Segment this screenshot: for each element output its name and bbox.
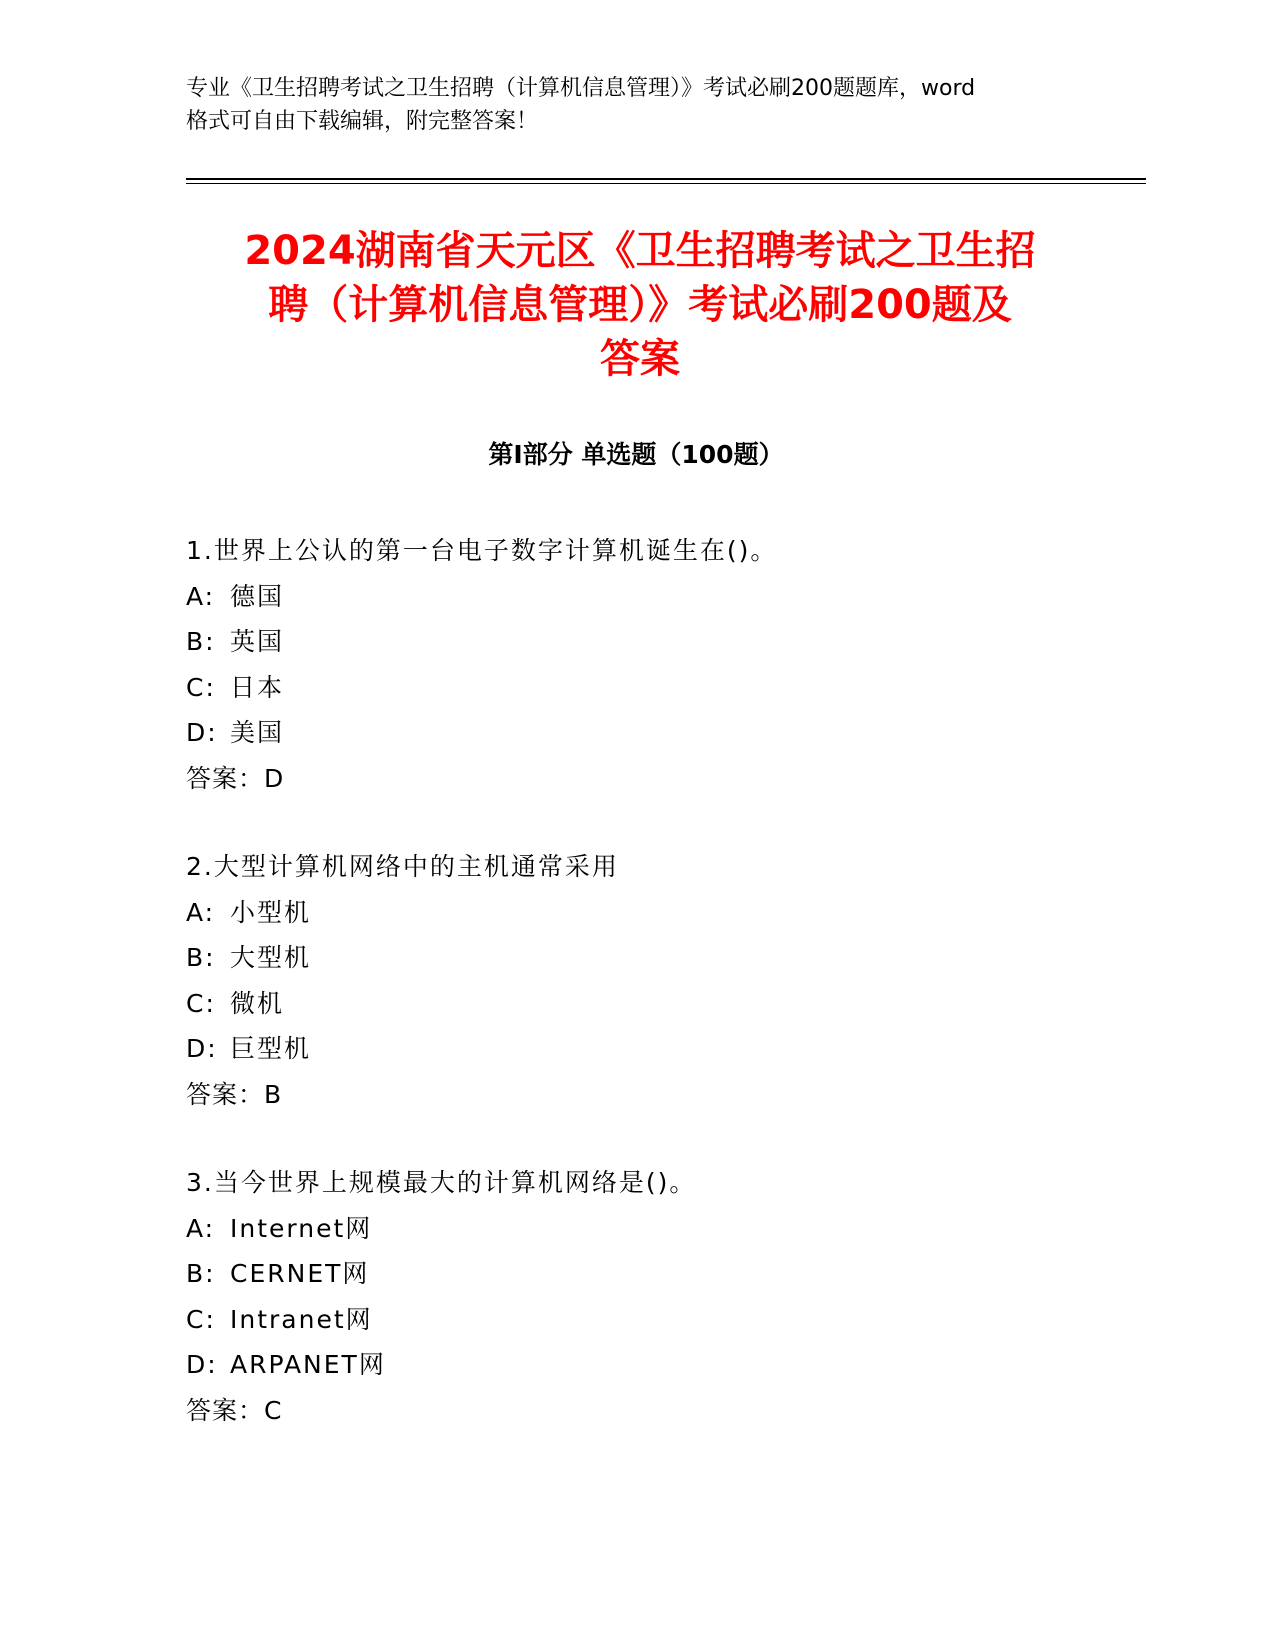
question-list <box>186 528 1146 1476</box>
option-c <box>186 1297 1146 1343</box>
option-a <box>186 574 1146 620</box>
option-b <box>186 1251 1146 1297</box>
option-label: D: <box>186 718 218 747</box>
option-b <box>186 935 1146 981</box>
option-label: C: <box>186 1304 216 1334</box>
option-text: 德国 <box>230 581 285 611</box>
option-label: C: <box>186 988 216 1018</box>
option-b <box>186 619 1146 665</box>
header-divider-thick <box>186 178 1146 180</box>
option-text: 巨型机 <box>230 1034 312 1063</box>
option-label: B: <box>186 627 216 656</box>
section-title: 第Ⅰ部分 单选题（100题） <box>488 440 784 469</box>
option-text: ARPANET网 <box>230 1350 386 1379</box>
option-label: A: <box>186 897 216 927</box>
question-item <box>186 528 1146 801</box>
option-text: 小型机 <box>230 897 312 927</box>
option-text: Internet网 <box>230 1213 373 1243</box>
option-text: 日本 <box>230 672 285 702</box>
document-header <box>186 72 1086 138</box>
option-d <box>186 710 1146 756</box>
header-divider-thin <box>186 183 1146 184</box>
option-text: CERNET网 <box>230 1259 370 1288</box>
option-c <box>186 981 1146 1027</box>
question-stem: 1.世界上公认的第一台电子数字计算机诞生在()。 <box>186 536 778 565</box>
answer-line: 答案：D <box>186 763 285 793</box>
option-d <box>186 1026 1146 1072</box>
option-text: 英国 <box>230 627 285 656</box>
question-item <box>186 844 1146 1117</box>
option-label: D: <box>186 1350 218 1379</box>
title-line-2: 聘（计算机信息管理）》考试必刷200题及 <box>268 282 1012 328</box>
document-title <box>160 224 1120 386</box>
option-label: B: <box>186 943 216 972</box>
option-label: B: <box>186 1259 216 1288</box>
title-line-3: 答案 <box>600 336 680 382</box>
option-text: 美国 <box>230 718 285 747</box>
question-item <box>186 1160 1146 1433</box>
answer-line: 答案：C <box>186 1395 283 1425</box>
option-text: Intranet网 <box>230 1304 373 1334</box>
question-stem: 3.当今世界上规模最大的计算机网络是()。 <box>186 1168 697 1197</box>
option-a <box>186 1206 1146 1252</box>
option-label: A: <box>186 581 216 611</box>
option-text: 微机 <box>230 988 285 1018</box>
option-label: A: <box>186 1213 216 1243</box>
option-label: C: <box>186 672 216 702</box>
option-a <box>186 890 1146 936</box>
header-line-2: 格式可自由下载编辑，附完整答案！ <box>186 109 539 134</box>
question-stem: 2.大型计算机网络中的主机通常采用 <box>186 852 619 881</box>
option-c <box>186 665 1146 711</box>
option-text: 大型机 <box>230 943 312 972</box>
title-line-1: 2024湖南省天元区《卫生招聘考试之卫生招 <box>244 228 1036 274</box>
header-line-1: 专业《卫生招聘考试之卫生招聘（计算机信息管理）》考试必刷200题题库，word <box>186 76 976 101</box>
answer-line: 答案：B <box>186 1079 283 1109</box>
option-label: D: <box>186 1034 218 1063</box>
option-d <box>186 1342 1146 1388</box>
